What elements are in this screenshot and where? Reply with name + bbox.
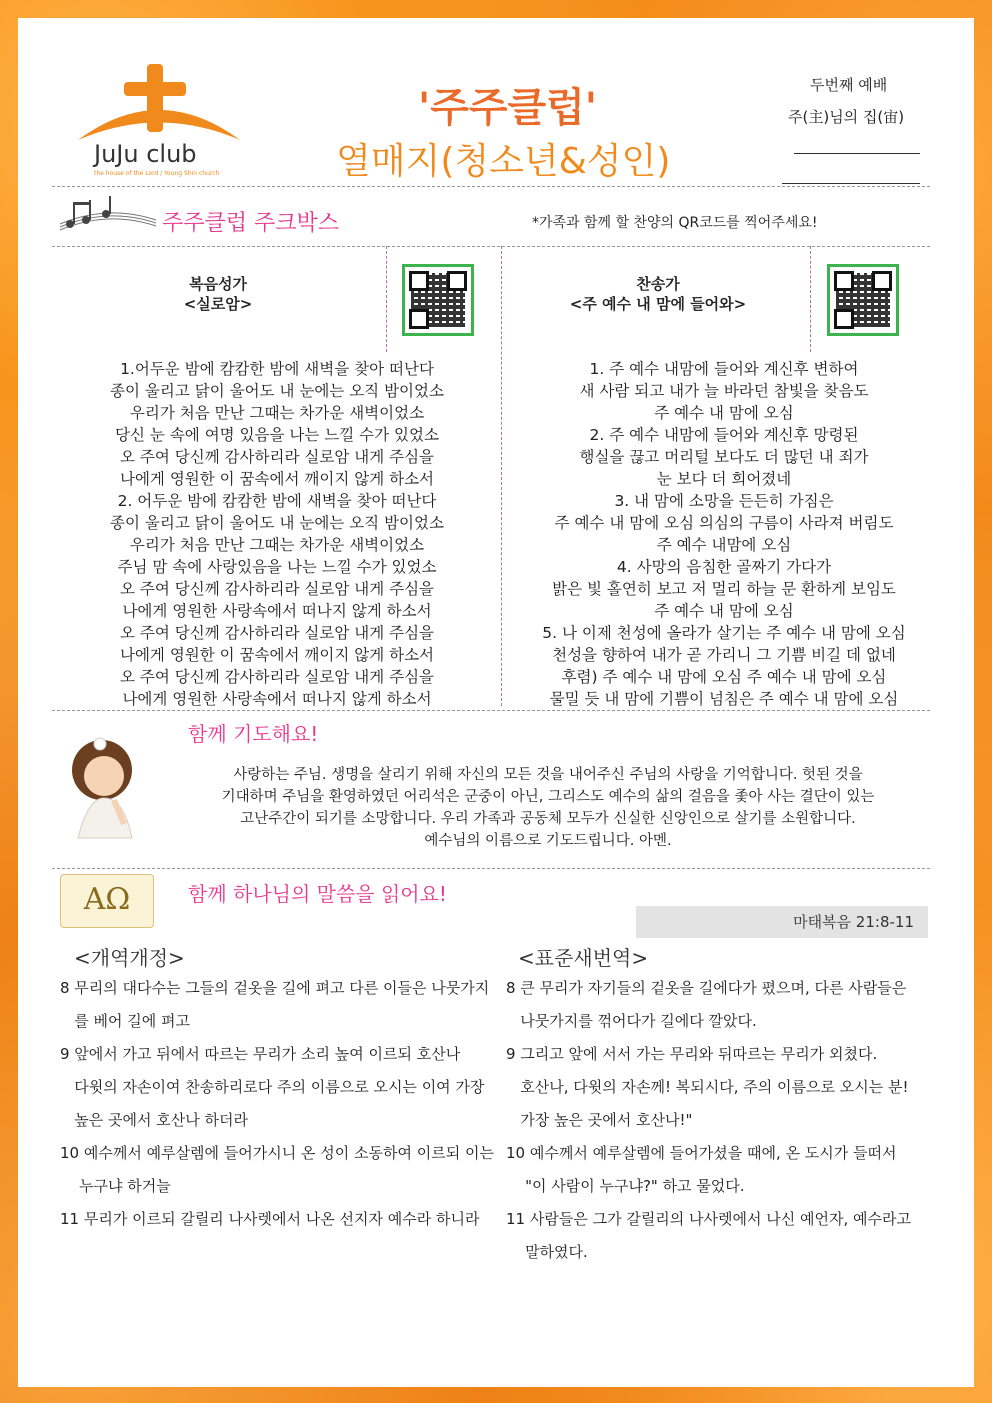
house-label: 주(主)님의 집(宙)	[788, 108, 905, 126]
blank-line-1	[794, 153, 920, 154]
prayer-line: 고난주간이 되기를 소망합니다. 우리 가족과 공동체 모두가 신실한 신앙인으로 살기를 소원합니다.	[240, 811, 856, 827]
lyric-line: 눈 보다 더 희어졌네	[656, 470, 792, 488]
verse-line: 를 베어 길에 펴고	[60, 1012, 191, 1030]
lyric-line: 오 주여 당신께 감사하리라 실로암 내게 주심을	[119, 624, 435, 642]
song2-title	[538, 274, 778, 314]
qr-corner	[447, 271, 467, 291]
qr-divider-right	[810, 246, 811, 352]
prayer-line: 기대하며 주님을 환영하였던 어리석은 군중이 아닌, 그리스도 예수의 삶의 걸음을 좇아 사는 결단이 있는	[221, 789, 875, 805]
alpha-omega-text: AΩ	[83, 882, 131, 917]
verse-line: 9 앞에서 가고 뒤에서 따르는 무리가 소리 높여 이르되 호산나	[60, 1045, 461, 1063]
lyric-line: 우리가 처음 만난 그때는 차가운 새벽이었소	[129, 404, 425, 422]
jukebox-title: 주주클럽 주크박스	[162, 211, 340, 236]
music-notes-icon	[58, 194, 158, 234]
song1-name: <실로암>	[183, 295, 253, 313]
lyric-line: 주 예수 내맘에 오심	[656, 536, 792, 554]
verse-line: 말하였다.	[506, 1243, 588, 1261]
word-title: 함께 하나님의 말씀을 읽어요!	[188, 882, 447, 906]
lyric-line: 나에게 영원한 사랑속에서 떠나지 않게 하소서	[122, 690, 432, 708]
divider	[52, 710, 930, 711]
qr-divider-left	[386, 246, 387, 352]
verse-line: 10 예수께서 예루살렘에 들어가셨을 때에, 온 도시가 들떠서	[506, 1144, 897, 1162]
song2-category: 찬송가	[636, 275, 680, 293]
left-version-title: <개역개정>	[74, 946, 185, 970]
lyric-line: 나에게 영원한 이 꿈속에서 깨이지 않게 하소서	[119, 470, 435, 488]
divider	[52, 186, 930, 187]
cross-icon	[74, 60, 244, 150]
song2-lyrics	[504, 358, 944, 710]
verse-line: 다윗의 자손이여 찬송하리로다 주의 이름으로 오시는 이여 가장	[60, 1078, 485, 1096]
lyric-line: 주 예수 내 맘에 오심	[654, 404, 794, 422]
verse-line: 9 그리고 앞에 서서 가는 무리와 뒤따르는 무리가 외쳤다.	[506, 1045, 878, 1063]
prayer-line: 사랑하는 주님. 생명을 살리기 위해 자신의 모든 것을 내어주신 주님의 사랑을 기억합니다. 헛된 것을	[233, 767, 863, 783]
lyric-line: 2. 어두운 밤에 캄캄한 밤에 새벽을 찾아 떠난다	[117, 492, 437, 510]
song1-qr-code[interactable]	[402, 264, 474, 336]
divider	[52, 868, 930, 869]
page-title: '주주클럽'	[418, 84, 598, 131]
right-verses	[506, 972, 946, 1269]
verse-line: 가장 높은 곳에서 호산나!"	[506, 1111, 693, 1129]
qr-note: *가족과 함께 할 찬양의 QR코드를 찍어주세요!	[532, 215, 818, 231]
lyric-line: 1.어두운 밤에 캄캄한 밤에 새벽을 찾아 떠난다	[120, 360, 434, 378]
left-verses	[60, 972, 500, 1236]
song2-name: <주 예수 내 맘에 들어와>	[569, 295, 747, 313]
page-paper	[18, 18, 974, 1387]
lyric-line: 새 사람 되고 내가 늘 바라던 참빛을 찾음도	[579, 382, 869, 400]
lyric-line: 우리가 처음 만난 그때는 차가운 새벽이었소	[129, 536, 425, 554]
lyric-line: 1. 주 예수 내맘에 들어와 계신후 변하여	[589, 360, 859, 378]
lyric-line: 주님 맘 속에 사랑있음을 나는 느낄 수가 있었소	[117, 558, 437, 576]
lyric-line: 나에게 영원한 이 꿈속에서 깨이지 않게 하소서	[119, 646, 435, 664]
lyric-line: 5. 나 이제 천성에 올라가 살기는 주 예수 내 맘에 오심	[542, 624, 906, 642]
verse-line: 높은 곳에서 호산나 하더라	[60, 1111, 248, 1129]
lyric-line: 당신 눈 속에 여명 있음을 나는 느낄 수가 있었소	[115, 426, 439, 444]
verse-line: 10 예수께서 예루살렘에 들어가시니 온 성이 소동하여 이르되 이는	[60, 1144, 494, 1162]
verse-line: 11 무리가 이르되 갈릴리 나사렛에서 나온 선지자 예수라 하니라	[60, 1210, 480, 1228]
song1-category: 복음성가	[189, 275, 247, 293]
verse-line: 8 큰 무리가 자기들의 겉옷을 길에다가 폈으며, 다른 사람들은	[506, 979, 907, 997]
qr-corner	[872, 271, 892, 291]
logo-name: JuJu club	[94, 140, 197, 168]
prayer-text	[158, 764, 938, 852]
logo	[74, 60, 244, 180]
verse-line: 8 무리의 대다수는 그들의 겉옷을 길에 펴고 다른 이들은 나뭇가지	[60, 979, 490, 997]
logo-tagline: the house of the Lord / Young Shin church	[94, 170, 220, 177]
qr-corner	[834, 309, 854, 329]
qr-corner	[834, 271, 854, 291]
lyric-line: 종이 울리고 닭이 울어도 내 눈에는 오직 밤이었소	[110, 514, 444, 532]
lyric-line: 오 주여 당신께 감사하리라 실로암 내게 주심을	[119, 580, 435, 598]
verse-line: 11 사람들은 그가 갈릴리의 나사렛에서 나신 예언자, 예수라고	[506, 1210, 911, 1228]
lyric-line: 행실을 끊고 머리털 보다도 더 많던 내 죄가	[579, 448, 869, 466]
lyric-line: 오 주여 당신께 감사하리라 실로암 내게 주심을	[119, 448, 435, 466]
verse-line: 호산나, 다윗의 자손께! 복되시다, 주의 이름으로 오시는 분!	[506, 1078, 909, 1096]
song1-title	[118, 274, 318, 314]
song1-lyrics	[56, 358, 498, 710]
qr-corner	[409, 309, 429, 329]
alpha-omega-icon	[60, 874, 154, 928]
lyric-line: 밝은 빛 홀연히 보고 저 멀리 하늘 문 환하게 보임도	[552, 580, 896, 598]
column-divider	[501, 246, 502, 706]
verse-line: 나뭇가지를 꺾어다가 길에다 깔았다.	[506, 1012, 757, 1030]
lyric-line: 종이 울리고 닭이 울어도 내 눈에는 오직 밤이었소	[110, 382, 444, 400]
praying-girl-icon	[58, 728, 148, 840]
blank-line-2	[782, 183, 920, 184]
lyric-line: 2. 주 예수 내맘에 들어와 계신후 망령된	[589, 426, 859, 444]
scripture-reference: 마태복음 21:8-11	[636, 906, 928, 938]
verse-line: 누구냐 하거늘	[60, 1177, 171, 1195]
divider	[52, 246, 930, 247]
lyric-line: 물밀 듯 내 맘에 기쁨이 넘침은 주 예수 내 맘에 오심	[549, 690, 899, 708]
lyric-line: 주 예수 내 맘에 오심 의심의 구름이 사라져 버림도	[554, 514, 894, 532]
lyric-line: 4. 사망의 음침한 골짜기 가다가	[616, 558, 832, 576]
verse-line: "이 사람이 누구냐?" 하고 물었다.	[506, 1177, 745, 1195]
prayer-title: 함께 기도해요!	[188, 722, 319, 746]
lyric-line: 3. 내 맘에 소망을 든든히 가짐은	[614, 492, 834, 510]
week-label: 두번째 예배	[810, 76, 888, 94]
right-version-title: <표준새번역>	[518, 946, 649, 970]
lyric-line: 나에게 영원한 사랑속에서 떠나지 않게 하소서	[122, 602, 432, 620]
song2-qr-code[interactable]	[827, 264, 899, 336]
lyric-line: 주 예수 내 맘에 오심	[654, 602, 794, 620]
page-subtitle: 열매지(청소년&성인)	[336, 141, 671, 182]
prayer-line: 예수님의 이름으로 기도드립니다. 아멘.	[424, 833, 672, 849]
lyric-line: 후렴) 주 예수 내 맘에 오심 주 예수 내 맘에 오심	[561, 668, 887, 686]
lyric-line: 천성을 향하여 내가 곧 가리니 그 기쁨 비길 데 없네	[552, 646, 896, 664]
lyric-line: 오 주여 당신께 감사하리라 실로암 내게 주심을	[119, 668, 435, 686]
qr-corner	[409, 271, 429, 291]
